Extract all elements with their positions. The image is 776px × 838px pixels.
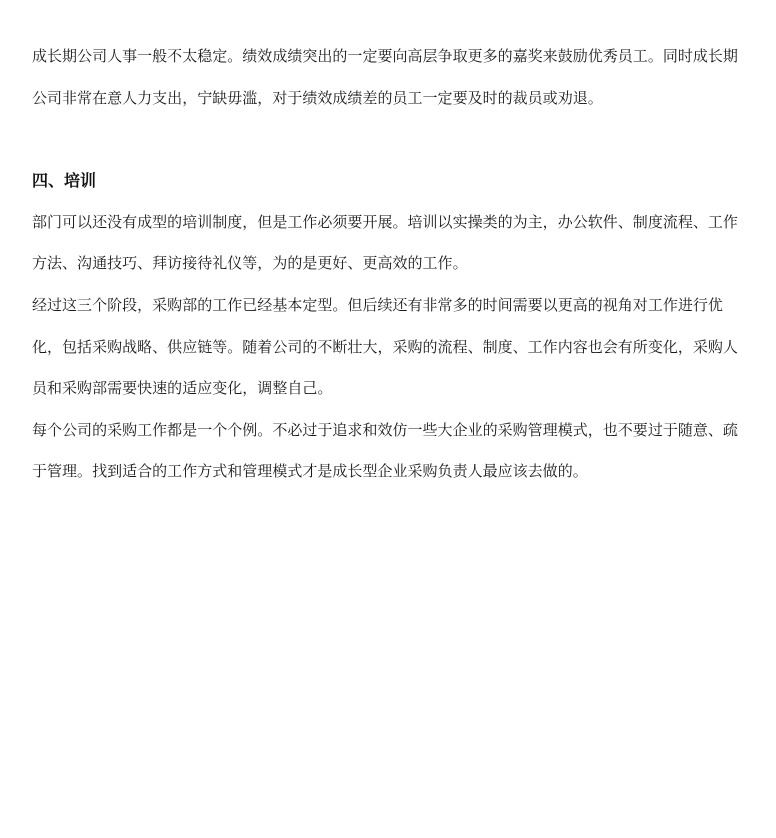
document-body: [32, 0, 748, 493]
paragraph-hr-stability: 成长期公司人事一般不太稳定。绩效成绩突出的一定要向高层争取更多的嘉奖来鼓励优秀员工。同时成长期公司非常在意人力支出，宁缺毋滥，对于绩效成绩差的员工一定要及时的裁员或劝退。: [32, 47, 738, 107]
paragraph-conclusion: 每个公司的采购工作都是一个个例。不必过于追求和效仿一些大企业的采购管理模式，也不要过于随意、疏于管理。找到适合的工作方式和管理模式才是成长型企业采购负责人最应该去做的。: [32, 420, 738, 481]
section-spacer: [32, 119, 748, 160]
section-heading-training: 四、培训: [32, 171, 97, 191]
paragraph-training: 部门可以还没有成型的培训制度，但是工作必须要开展。培训以实操类的为主，办公软件、制度流程、工作方法、沟通技巧、拜访接待礼仪等，为的是更好、更高效的工作。: [32, 212, 738, 273]
paragraph-three-stages: 经过这三个阶段，采购部的工作已经基本定型。但后续还有非常多的时间需要以更高的视角对工作进行优化，包括采购战略、供应链等。随着公司的不断壮大，采购的流程、制度、工作内容也会有所变化，采购人员和采购部需要快速的适应变化，调整自己。: [32, 295, 738, 398]
